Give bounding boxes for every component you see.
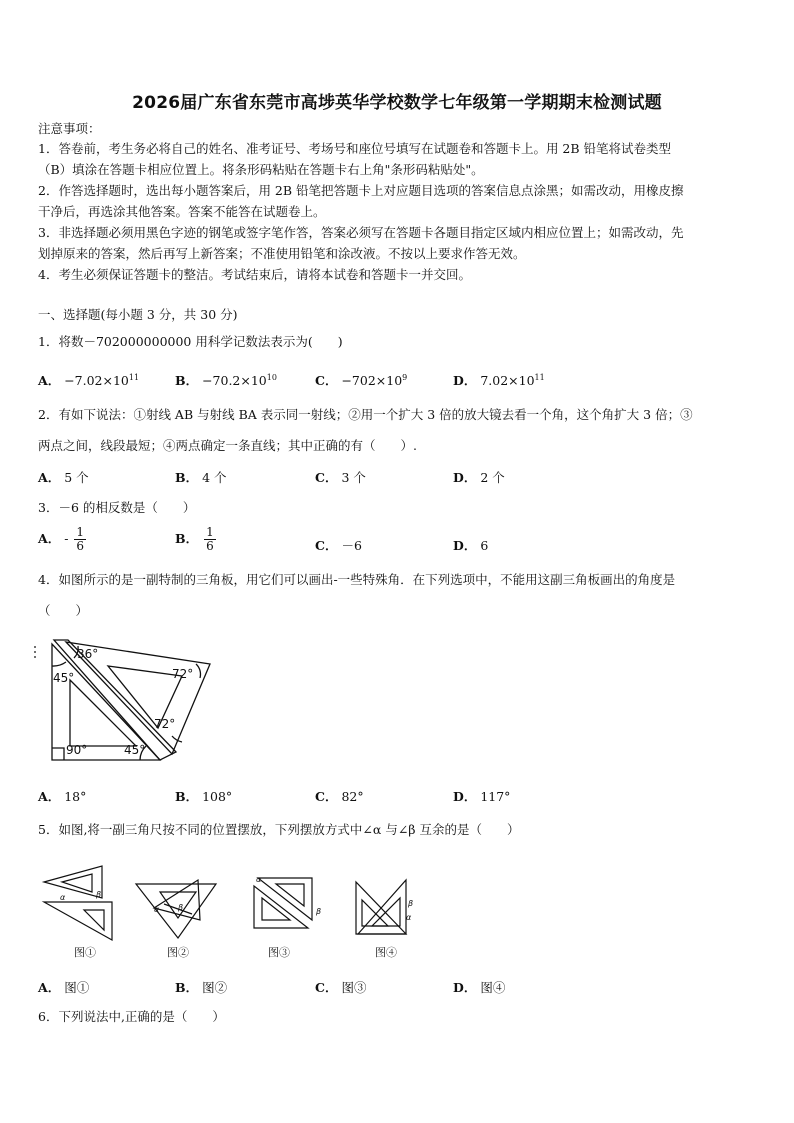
question-2-stem-line-1: 2．有如下说法：①射线 AB 与射线 BA 表示同一射线；②用一个扩大 3 倍的放大镜去看一个角，这个角扩大 3 倍；③	[38, 407, 693, 422]
figure-3	[250, 872, 328, 942]
figure-3-caption: 图③	[268, 946, 290, 959]
svg-text:α: α	[256, 875, 262, 884]
notice-line-5: 3．非选择题必须用黑色字迹的钢笔或签字笔作答，答案必须写在答题卡各题目指定区域内相应位置上；如需改动，先	[38, 225, 684, 240]
notice-line-6: 划掉原来的答案，然后再写上新答案；不准使用铅笔和涂改液。不按以上要求作答无效。	[38, 246, 526, 261]
fraction: $\frac{1}{6}$	[76, 525, 85, 553]
figure-4	[352, 876, 416, 942]
angle-label-90: 90°	[66, 743, 88, 757]
svg-text:β: β	[96, 890, 102, 899]
question-6-stem: 6．下列说法中,正确的是（ ）	[38, 1009, 225, 1024]
notice-line-7: 4．考生必须保证答题卡的整洁。考试结束后，请将本试卷和答题卡一并交回。	[38, 267, 471, 282]
notice-line-4: 干净后，再选涂其他答案。答案不能答在试题卷上。	[38, 204, 326, 219]
q5-option-c[interactable]: C． 图③	[315, 980, 367, 995]
q1-option-d[interactable]: D． $7.02\times 10^{11}$	[453, 372, 545, 388]
figure-2	[134, 878, 220, 942]
q1-option-a[interactable]: A． $-7.02\times 10^{11}$	[38, 372, 140, 388]
q3-option-b[interactable]: B． $\frac{1}{6}$	[175, 525, 214, 553]
question-2-stem-line-2: 两点之间，线段最短；④两点确定一条直线；其中正确的有（ ）.	[38, 438, 417, 453]
figure-1-caption: 图①	[74, 946, 96, 959]
q3-option-a[interactable]: A． - $\frac{1}{6}$	[38, 525, 85, 553]
q4-option-d[interactable]: D． 117°	[453, 789, 511, 804]
set-square-figure	[32, 636, 214, 764]
q4-option-a[interactable]: A． 18°	[38, 789, 87, 804]
svg-text:β: β	[178, 903, 184, 912]
q5-option-a[interactable]: A． 图①	[38, 980, 90, 995]
q3-option-d[interactable]: D． 6	[453, 538, 489, 553]
figure-2-caption: 图②	[167, 946, 189, 959]
angle-label-36: 36°	[77, 647, 99, 661]
angle-label-72-top: 72°	[172, 667, 194, 681]
fraction: $\frac{1}{6}$	[206, 525, 214, 553]
notice-line-1: 1．答卷前，考生务必将自己的姓名、准考证号、考场号和座位号填写在试题卷和答题卡上。用 2B 铅笔将试卷类型	[38, 141, 672, 156]
question-4-stem-line-2: （ ）	[38, 603, 89, 618]
svg-text:α: α	[406, 913, 412, 922]
angle-label-72-bottom: 72°	[154, 717, 176, 731]
notice-line-2: （B）填涂在答题卡相应位置上。将条形码粘贴在答题卡右上角"条形码粘贴处"。	[38, 162, 484, 177]
q2-option-b[interactable]: B． 4 个	[175, 470, 227, 485]
figure-4-caption: 图④	[375, 946, 397, 959]
q5-option-b[interactable]: B． 图②	[175, 980, 228, 995]
q2-option-a[interactable]: A． 5 个	[38, 470, 89, 485]
q3-option-c[interactable]: C． －6	[315, 538, 362, 553]
svg-text:α: α	[60, 893, 66, 902]
q1-option-c[interactable]: C． $-702\times 10^9$	[315, 372, 408, 388]
question-3-stem: 3．－6 的相反数是（ ）	[38, 500, 196, 515]
svg-text:β: β	[316, 907, 322, 916]
angle-label-45-left: 45°	[53, 671, 75, 685]
q4-option-b[interactable]: B． 108°	[175, 789, 233, 804]
notice-line-3: 2．作答选择题时，选出每小题答案后，用 2B 铅笔把答题卡上对应题目选项的答案信息点涂黑；如需改动，用橡皮擦	[38, 183, 684, 198]
notice-heading: 注意事项：	[38, 121, 101, 136]
q1-option-b[interactable]: B． $-70.2\times 10^{10}$	[175, 372, 277, 388]
svg-text:α: α	[154, 905, 160, 914]
q2-option-d[interactable]: D． 2 个	[453, 470, 505, 485]
question-5-stem: 5．如图,将一副三角尺按不同的位置摆放，下列摆放方式中∠α 与∠β 互余的是（ ）	[38, 822, 520, 837]
q5-option-d[interactable]: D． 图④	[453, 980, 506, 995]
q2-option-c[interactable]: C． 3 个	[315, 470, 366, 485]
angle-label-45-bottom: 45°	[124, 743, 146, 757]
exam-title: 2026届广东省东莞市高埗英华学校数学七年级第一学期期末检测试题	[132, 93, 662, 113]
question-1-stem: 1．将数－702000000000 用科学记数法表示为( )	[38, 334, 343, 349]
question-4-stem-line-1: 4．如图所示的是一副特制的三角板，用它们可以画出-一些特殊角．在下列选项中，不能用这副三角板画出的角度是	[38, 572, 676, 587]
q4-option-c[interactable]: C． 82°	[315, 789, 364, 804]
figure-1	[40, 864, 116, 944]
section-heading: 一、选择题(每小题 3 分，共 30 分)	[38, 307, 238, 322]
svg-text:β: β	[408, 899, 414, 908]
